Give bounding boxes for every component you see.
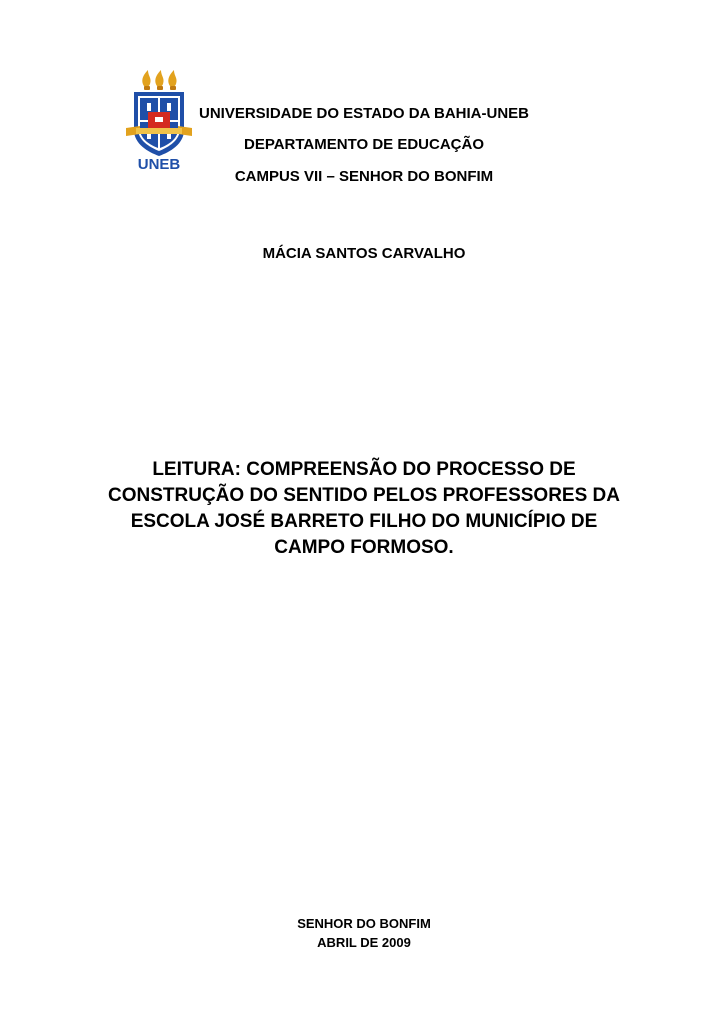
title-line: ESCOLA JOSÉ BARRETO FILHO DO MUNICÍPIO DE (130, 511, 598, 532)
university-name: UNIVERSIDADE DO ESTADO DA BAHIA-UNEB (198, 105, 529, 122)
footer-city: SENHOR DO BONFIM (297, 916, 431, 931)
title-line: LEITURA: COMPREENSÃO DO PROCESSO DE (152, 459, 576, 480)
title-line: CONSTRUÇÃO DO SENTIDO PELOS PROFESSORES DA (108, 485, 620, 506)
author-name: MÁCIA SANTOS CARVALHO (262, 245, 466, 262)
svg-text:UNEB: UNEB (137, 156, 181, 172)
department-name: DEPARTAMENTO DE EDUCAÇÃO (243, 136, 484, 153)
footer-date: ABRIL DE 2009 (317, 935, 411, 950)
title-line: CAMPO FORMOSO. (274, 537, 454, 558)
document-title (0, 457, 728, 561)
campus-name: CAMPUS VII – SENHOR DO BONFIM (234, 168, 494, 185)
